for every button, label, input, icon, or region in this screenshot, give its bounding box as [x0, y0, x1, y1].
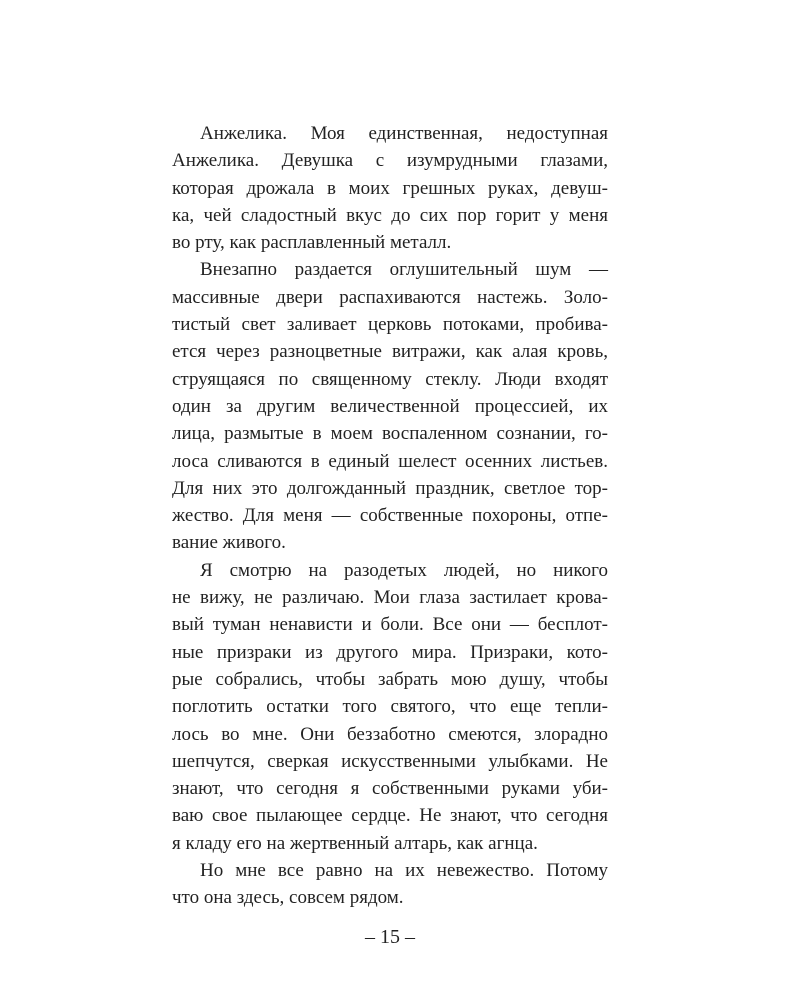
page-number: – 15 – — [365, 925, 415, 948]
text-line: Анжелика. Девушка с изумрудными глазами, — [172, 150, 608, 172]
text-line: рые собрались, чтобы забрать мою душу, чтобы — [172, 668, 608, 690]
text-line: не вижу, не различаю. Мои глаза застилает крова- — [172, 587, 608, 609]
book-page — [172, 120, 608, 950]
text-line: Я смотрю на разодетых людей, но никого — [200, 559, 608, 581]
text-line: вый туман ненависти и боли. Все они — бесплот- — [172, 614, 608, 636]
paragraph — [172, 120, 608, 256]
text-line: вание живого. — [172, 532, 286, 554]
text-line: Но мне все равно на их невежество. Потому — [200, 860, 608, 882]
text-line: что она здесь, совсем рядом. — [172, 887, 404, 909]
text-line: массивные двери распахиваются настежь. Золо- — [172, 286, 608, 308]
text-line: жество. Для меня — собственные похороны, отпе- — [172, 505, 608, 527]
page-body-text — [172, 120, 608, 912]
paragraph — [172, 857, 608, 912]
paragraph — [172, 557, 608, 857]
text-line: ваю свое пылающее сердце. Не знают, что сегодня — [172, 805, 608, 827]
text-line: Внезапно раздается оглушительный шум — — [200, 259, 608, 281]
text-line: поглотить остатки того святого, что еще тепли- — [172, 696, 608, 718]
text-line: лоса сливаются в единый шелест осенних листьев. — [172, 450, 608, 472]
text-line: струящаяся по священному стеклу. Люди входят — [172, 368, 608, 390]
paragraph — [172, 256, 608, 556]
text-line: во рту, как расплавленный металл. — [172, 232, 452, 254]
text-line: лось во мне. Они беззаботно смеются, злорадно — [172, 723, 608, 745]
text-line: шепчутся, сверкая искусственными улыбками. Не — [172, 750, 608, 772]
text-line: Для них это долгожданный праздник, светлое тор- — [172, 477, 608, 499]
text-line: я кладу его на жертвенный алтарь, как агнца. — [172, 832, 538, 854]
text-line: один за другим величественной процессией, их — [172, 395, 608, 417]
text-line: ется через разноцветные витражи, как алая кровь, — [172, 341, 608, 363]
text-line: ка, чей сладостный вкус до сих пор горит у меня — [172, 204, 608, 226]
text-line: лица, размытые в моем воспаленном сознании, го- — [172, 423, 608, 445]
text-line: Анжелика. Моя единственная, недоступная — [200, 123, 608, 144]
text-line: тистый свет заливает церковь потоками, пробива- — [172, 314, 608, 336]
text-line: ные призраки из другого мира. Призраки, кото- — [172, 641, 608, 663]
text-line: которая дрожала в моих грешных руках, девуш- — [172, 177, 608, 199]
text-line: знают, что сегодня я собственными руками уби- — [172, 778, 608, 800]
